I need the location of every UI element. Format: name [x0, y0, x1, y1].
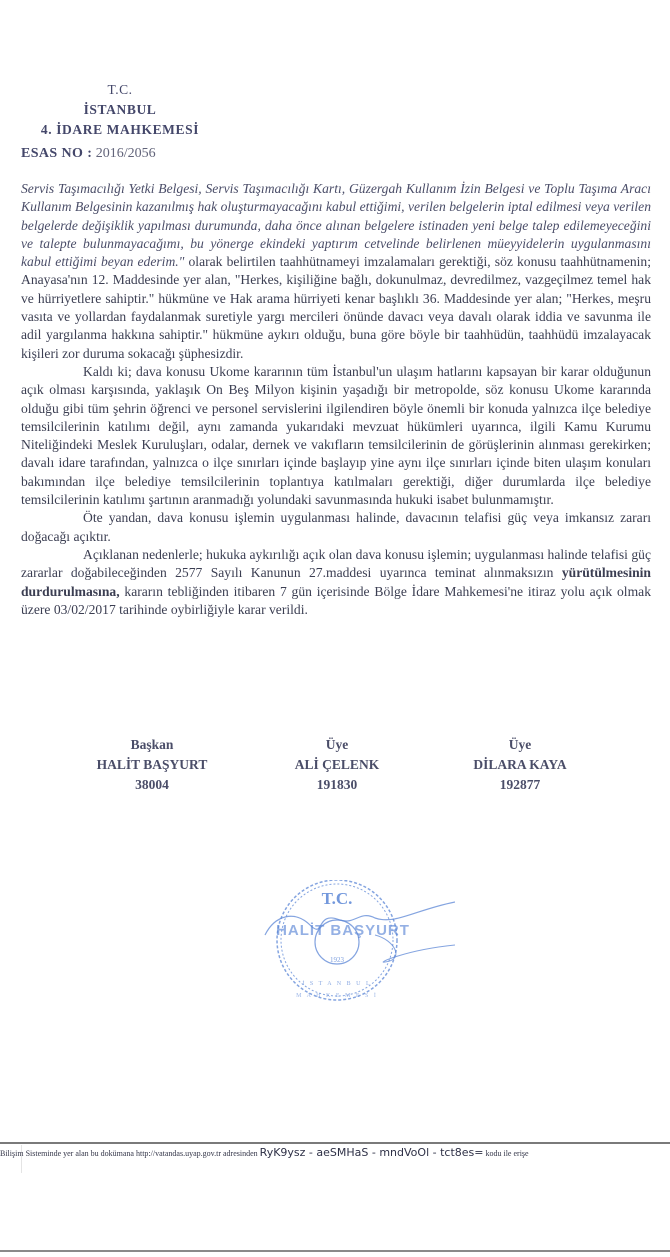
signer-member-2 [430, 735, 610, 795]
paragraph-3: Öte yandan, dava konusu işlemin uygulanması halinde, davacının telafisi güç veya imkansız zararı doğacağı açıktır. [21, 510, 651, 544]
paragraph-1 [21, 180, 651, 363]
svg-text:HALİT BAŞYURT: HALİT BAŞYURT [276, 922, 410, 939]
svg-text:T.C.: T.C. [321, 889, 353, 908]
document-body [21, 180, 651, 619]
paragraph-1-text: olarak belirtilen taahhütnameyi imzalamaları gerektiği, söz konusu taahhütnamenin; Anayasa'nın 12. Maddesinde yer alan, "Herkes, kişiliğine bağlı, dokunulmaz, devredilmez, vazgeçilmez temel hak ve hürriyetlere sahiptir." hükmüne ve Hak arama hürriyeti kenar başlıklı 36. Maddesinde yer alan; "Herkes, meşru vasıta ve yollardan faydalanmak suretiyle yargı mercileri önünde davacı veya davalı olarak iddia ve savunma ile adil yargılanma hakkına sahiptir." hükmüne aykırı olduğu, buna göre böyle bir taahhüdün, taahhüdü imzalayacak kişileri zor duruma sokacağı şüphesizdir. [21, 254, 651, 361]
quoted-undertaking: Servis Taşımacılığı Yetki Belgesi, Servis Taşımacılığı Kartı, Güzergah Kullanım İzin Belgesi ve Toplu Taşıma Aracı Kullanım Belgesinin kazanılmış hak oluşturmayacağını kabul ettiğimi, verilen belgelerin iptal edilmesi veya verilen belgelerde değişiklik yapılması durumunda, daha önce alınan belgelere istinaden yeni belge talep edilemeyeceğini ve talepte bulunmayacağımı, bu yönerge ekindeki yaptırım cetvelinde belirlenen müeyyidelerin uygulanmasını kabul ettiğimi beyan ederim." [21, 181, 651, 270]
case-number-value: 2016/2056 [95, 146, 156, 161]
signer-president [62, 735, 242, 795]
signature-block [0, 735, 670, 805]
verification-footer [0, 1146, 670, 1159]
signer-member-1 [247, 735, 427, 795]
svg-text:İ S T A N B U L: İ S T A N B U L [302, 981, 372, 987]
case-number-label: ESAS NO : [21, 146, 93, 161]
paragraph-4-text-a: Açıklanan nedenlerle; hukuka aykırılığı açık olan dava konusu işlemin; uygulanması halinde telafisi güç zararlar doğabileceğinden 2577 Sayılı Kanunun 27.maddesi uyarınca teminat alınmaksızın [21, 546, 651, 581]
paragraph-2: Kaldı ki; dava konusu Ukome kararının tüm İstanbul'un ulaşım hatlarını kapsayan bir karar olduğunun açık olması karşısında, yaklaşık On Beş Milyon kişinin yaşadığı bir metropolde, söz konusu Ukome kararında olduğu gibi tüm şehrin öğrenci ve personel servislerini ilgilendiren böyle önemli bir konuda yalnızca ilçe belediye temsilcilerinin katılımı değil, aynı zamanda yukarıdaki mevzuat hükümleri uyarınca, ilgili Kamu Kurumu Niteliğindeki Meslek Kuruluşları, odalar, dernek ve vakıfların temsilcilerinin de görüşlerinin alınması gerekirken; davalı idare tarafından, yalnızca o ilçe sınırları içinde başlayıp yine aynı ilçe sınırları içinde biten ulaşım konuları bakımından ilçe belediye temsilcilerinin toplantıya katılmaları gerektiği, diğer durumlarda ilçe belediye temsilcilerinin katılımı şartının aranmadığı yolundaki savunmasında hukuki isabet bulunmamıştır. [21, 363, 651, 508]
court-seal-stamp [255, 880, 455, 1005]
svg-text:M A H K E M E S İ: M A H K E M E S İ [296, 993, 378, 999]
signer-id: 192877 [499, 777, 541, 792]
decision-emphasis: yürütülmesinin durdurulmasına, [21, 565, 651, 599]
signer-name: HALİT BAŞYURT [96, 757, 208, 772]
paragraph-4-text-b: kararın tebliğinden itibaren 7 gün içerisinde Bölge İdare Mahkemesi'ne itiraz yolu açık olmak üzere 03/02/2017 tarihinde oybirliğiyle karar verildi. [21, 583, 651, 617]
verification-code: RyK9ysz - aeSMHaS - mndVoOl - tct8es= [259, 1146, 484, 1159]
header-court-name: 4. İDARE MAHKEMESİ [40, 122, 200, 137]
signer-role: Başkan [130, 737, 174, 752]
signer-id: 38004 [135, 777, 169, 792]
footer-suffix: kodu ile erişe [485, 1149, 529, 1158]
svg-text:1923: 1923 [330, 956, 344, 964]
footer-divider [0, 1142, 670, 1144]
paragraph-4 [21, 546, 651, 619]
bottom-divider [0, 1250, 670, 1252]
signer-role: Üye [325, 737, 349, 752]
court-header [20, 80, 220, 140]
signer-name: ALİ ÇELENK [294, 757, 380, 772]
signer-id: 191830 [316, 777, 358, 792]
signer-role: Üye [508, 737, 532, 752]
header-tc: T.C. [107, 82, 133, 97]
header-city: İSTANBUL [83, 102, 157, 117]
case-number [21, 146, 156, 162]
footer-prefix: Bilişim Sisteminde yer alan bu dokümana http://vatandas.uyap.gov.tr adresinden [0, 1149, 258, 1158]
signer-name: DİLARA KAYA [473, 757, 567, 772]
seal-icon [255, 880, 455, 1005]
